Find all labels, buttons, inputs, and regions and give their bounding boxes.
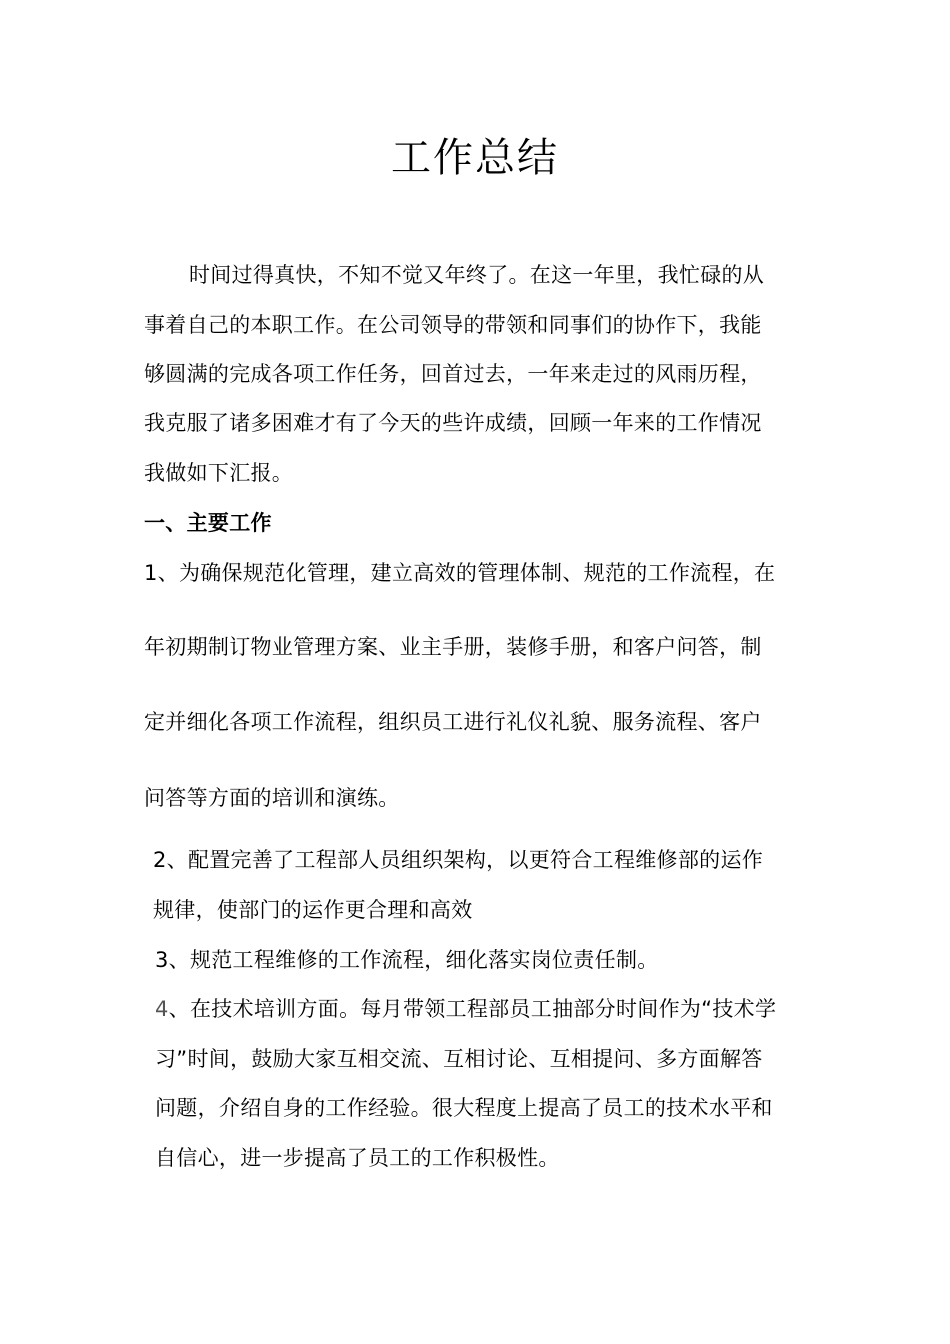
intro-line: 我做如下汇报。 bbox=[144, 461, 294, 485]
item4-text: 、在技术培训方面。每月带领工程部员工抽部分时间作为“技术学 bbox=[168, 997, 777, 1021]
item4-line: 问题，介绍自身的工作经验。很大程度上提高了员工的技术水平和 bbox=[155, 1096, 773, 1120]
item1-line: 1、为确保规范化管理，建立高效的管理体制、规范的工作流程，在 bbox=[144, 561, 776, 585]
item1-line: 定并细化各项工作流程，组织员工进行礼仪礼貌、服务流程、客户 bbox=[144, 710, 762, 734]
intro-line: 我克服了诸多困难才有了今天的些许成绩，回顾一年来的工作情况 bbox=[144, 411, 762, 435]
item4-number: 4 bbox=[155, 997, 169, 1021]
item4-line: 习”时间，鼓励大家互相交流、互相讨论、互相提问、多方面解答 bbox=[155, 1047, 763, 1071]
item4-line: 自信心，进一步提高了员工的工作积极性。 bbox=[155, 1146, 560, 1170]
intro-line: 时间过得真快，不知不觉又年终了。在这一年里，我忙碌的从 bbox=[189, 263, 765, 287]
section-heading: 一、主要工作 bbox=[144, 511, 272, 535]
intro-line: 够圆满的完成各项工作任务，回首过去，一年来走过的风雨历程， bbox=[144, 362, 762, 386]
item1-line: 年初期制订物业管理方案、业主手册，装修手册，和客户问答，制 bbox=[144, 635, 762, 659]
item2-line: 2、配置完善了工程部人员组织架构，以更符合工程维修部的运作 bbox=[153, 848, 764, 872]
item3-line: 3、规范工程维修的工作流程，细化落实岗位责任制。 bbox=[155, 948, 659, 972]
document-title: 工作总结 bbox=[391, 135, 559, 181]
item2-line: 规律，使部门的运作更合理和高效 bbox=[153, 898, 473, 922]
intro-line: 事着自己的本职工作。在公司领导的带领和同事们的协作下，我能 bbox=[144, 313, 762, 337]
item1-line: 问答等方面的培训和演练。 bbox=[144, 786, 400, 810]
item4-line bbox=[155, 999, 776, 1020]
